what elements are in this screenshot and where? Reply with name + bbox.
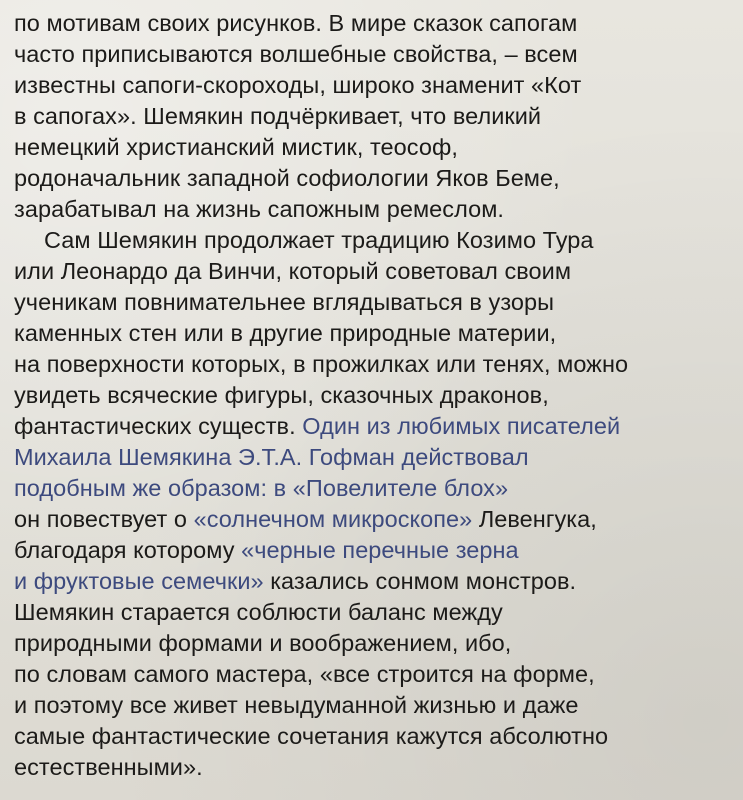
text-line-23 (14, 690, 739, 721)
text-segment: Шемякин старается соблюсти баланс между (14, 599, 503, 625)
text-line-8-paragraph-start (14, 225, 739, 256)
text-segment: природными формами и воображением, ибо, (14, 630, 512, 656)
text-line-20 (14, 597, 739, 628)
text-segment: он повествует о (14, 506, 194, 532)
text-line-19 (14, 566, 739, 597)
text-segment: часто приписываются волшебные свойства, – всем (14, 41, 578, 67)
text-line-22 (14, 659, 739, 690)
text-line-11 (14, 318, 739, 349)
text-segment-highlight: Михаила Шемякина Э.Т.А. Гофман действовал (14, 444, 529, 470)
text-line-21 (14, 628, 739, 659)
text-line-2 (14, 39, 739, 70)
text-line-5 (14, 132, 739, 163)
text-segment: по мотивам своих рисунков. В мире сказок сапогам (14, 10, 578, 36)
text-line-4 (14, 101, 739, 132)
text-segment: каменных стен или в другие природные материи, (14, 320, 557, 346)
text-segment: благодаря которому (14, 537, 242, 563)
text-line-13 (14, 380, 739, 411)
text-line-17 (14, 504, 739, 535)
body-text (14, 8, 739, 783)
text-segment-highlight: подобным же образом: в (14, 475, 293, 501)
text-line-6 (14, 163, 739, 194)
text-segment-highlight: Один из любимых писателей (302, 413, 621, 439)
text-segment: известны сапоги-скороходы, широко знаменит «Кот (14, 72, 582, 98)
text-line-3 (14, 70, 739, 101)
text-segment: естественными». (14, 754, 203, 780)
text-line-10 (14, 287, 739, 318)
text-segment: зарабатывал на жизнь сапожным ремеслом. (14, 196, 505, 222)
text-segment-highlight: «солнечном микроскопе» (193, 506, 473, 532)
text-segment: увидеть всяческие фигуры, сказочных драконов, (14, 382, 549, 408)
text-line-24 (14, 721, 739, 752)
text-segment-highlight: «Повелителе блох» (292, 475, 509, 501)
text-segment-highlight: «черные перечные зерна (241, 537, 519, 563)
text-segment: казались сонмом монстров. (263, 568, 577, 594)
text-segment: Левенгука, (472, 506, 597, 532)
text-segment: фантастических существ. (14, 413, 303, 439)
text-segment: Сам Шемякин продолжает традицию Козимо Тура (44, 227, 594, 253)
text-segment: или Леонардо да Винчи, который советовал своим (14, 258, 572, 284)
text-line-15 (14, 442, 739, 473)
text-segment: немецкий христианский мистик, теософ, (14, 134, 458, 160)
text-segment: самые фантастические сочетания кажутся абсолютно (14, 723, 609, 749)
text-segment: по словам самого мастера, «все строится на форме, (14, 661, 595, 687)
text-line-16 (14, 473, 739, 504)
text-line-14 (14, 411, 739, 442)
text-segment: на поверхности которых, в прожилках или тенях, можно (14, 351, 629, 377)
text-line-12 (14, 349, 739, 380)
text-segment: и поэтому все живет невыдуманной жизнью и даже (14, 692, 579, 718)
text-line-7 (14, 194, 739, 225)
text-line-9 (14, 256, 739, 287)
text-segment: родоначальник западной софиологии Яков Беме, (14, 165, 560, 191)
text-segment-highlight: и фруктовые семечки» (14, 568, 264, 594)
text-line-18 (14, 535, 739, 566)
text-segment: в сапогах». Шемякин подчёркивает, что великий (14, 103, 542, 129)
text-segment: ученикам повнимательнее вглядываться в узоры (14, 289, 555, 315)
text-line-1 (14, 8, 739, 39)
text-line-25 (14, 752, 739, 783)
